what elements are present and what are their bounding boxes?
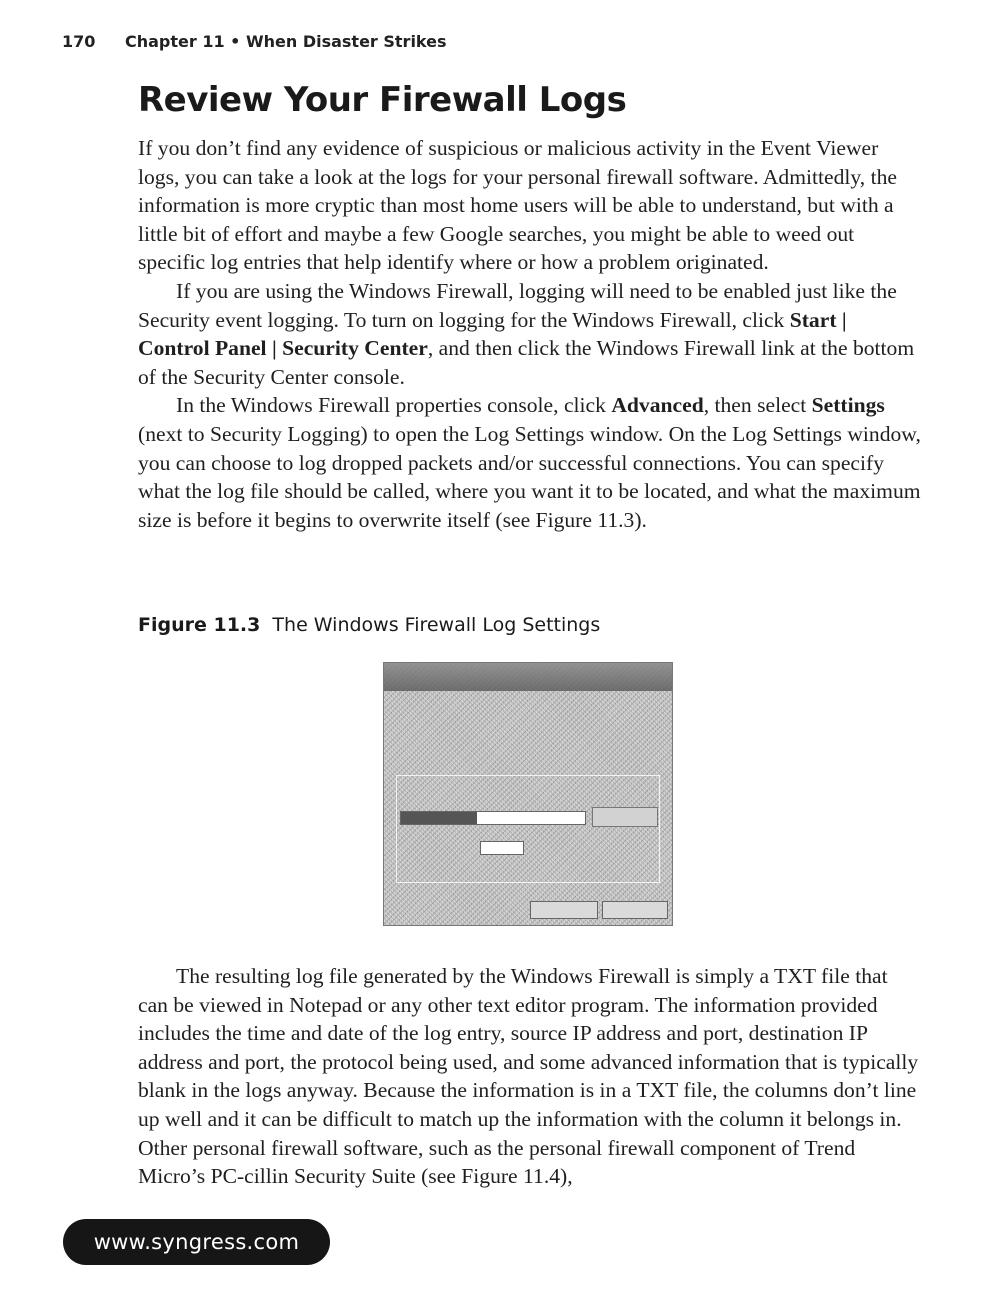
size-limit-field xyxy=(480,841,524,855)
ok-button xyxy=(530,901,598,919)
paragraph-3: In the Windows Firewall properties console, click Advanced, then select Settings (next to Security Logging) to open the Log Settings window. On the Log Settings window, you can choose to log dropped packets and/or successful connections. You can specify what the log file should be called, where you want it to be located, and what the maximum size is before it begins to overwrite itself (see Figure 11.3). xyxy=(138,393,921,532)
body-text-top xyxy=(138,134,922,534)
cancel-button xyxy=(602,901,668,919)
dialog-title-bar xyxy=(384,663,672,691)
running-head xyxy=(62,32,447,51)
paragraph-4: The resulting log file generated by the Windows Firewall is simply a TXT file that can be viewed in Notepad or any other text editor program. The information provided includes the time and date of the log entry, source IP address and port, destination IP address and port, the protocol being used, and some advanced information that is typically blank in the logs anyway. Because the information is in a TXT file, the columns don’t line up well and it can be difficult to match up the information with the column it belongs in. Other personal firewall software, such as the personal firewall component of Trend Micro’s PC-cillin Security Suite (see Figure 11.4), xyxy=(138,964,919,1189)
figure-screenshot-log-settings xyxy=(383,662,673,926)
page-number: 170 xyxy=(62,32,96,51)
advanced-term: Advanced xyxy=(611,393,704,418)
menu-path: Start | Control Panel | Security Center xyxy=(138,307,847,361)
footer-url: www.syngress.com xyxy=(93,1230,300,1254)
paragraph-2: If you are using the Windows Firewall, logging will need to be enabled just like the Security event logging. To turn on logging for the Windows Firewall, click Start | Control Panel | Security Center, and then click the Windows Firewall link at the bottom of the Security Center console. xyxy=(138,278,915,389)
log-path-selection xyxy=(401,812,477,824)
paragraph-1: If you don’t find any evidence of suspicious or malicious activity in the Event Viewer logs, you can take a look at the logs for your personal firewall software. Admittedly, the information is more cryptic than most home users will be able to understand, but with a little bit of effort and maybe a few Google searches, you might be able to weed out specific log entries that help identify where or how a problem originated. xyxy=(138,136,897,275)
footer-url-badge xyxy=(63,1219,330,1265)
body-text-bottom xyxy=(138,962,922,1191)
section-title: Review Your Firewall Logs xyxy=(138,80,627,120)
settings-term: Settings xyxy=(811,393,885,418)
figure-caption-text: The Windows Firewall Log Settings xyxy=(272,614,601,636)
log-file-options-group xyxy=(396,775,660,883)
chapter-title: Chapter 11 • When Disaster Strikes xyxy=(124,32,447,51)
save-as-button xyxy=(592,807,658,827)
figure-caption xyxy=(138,614,600,636)
figure-number: Figure 11.3 xyxy=(138,614,261,636)
